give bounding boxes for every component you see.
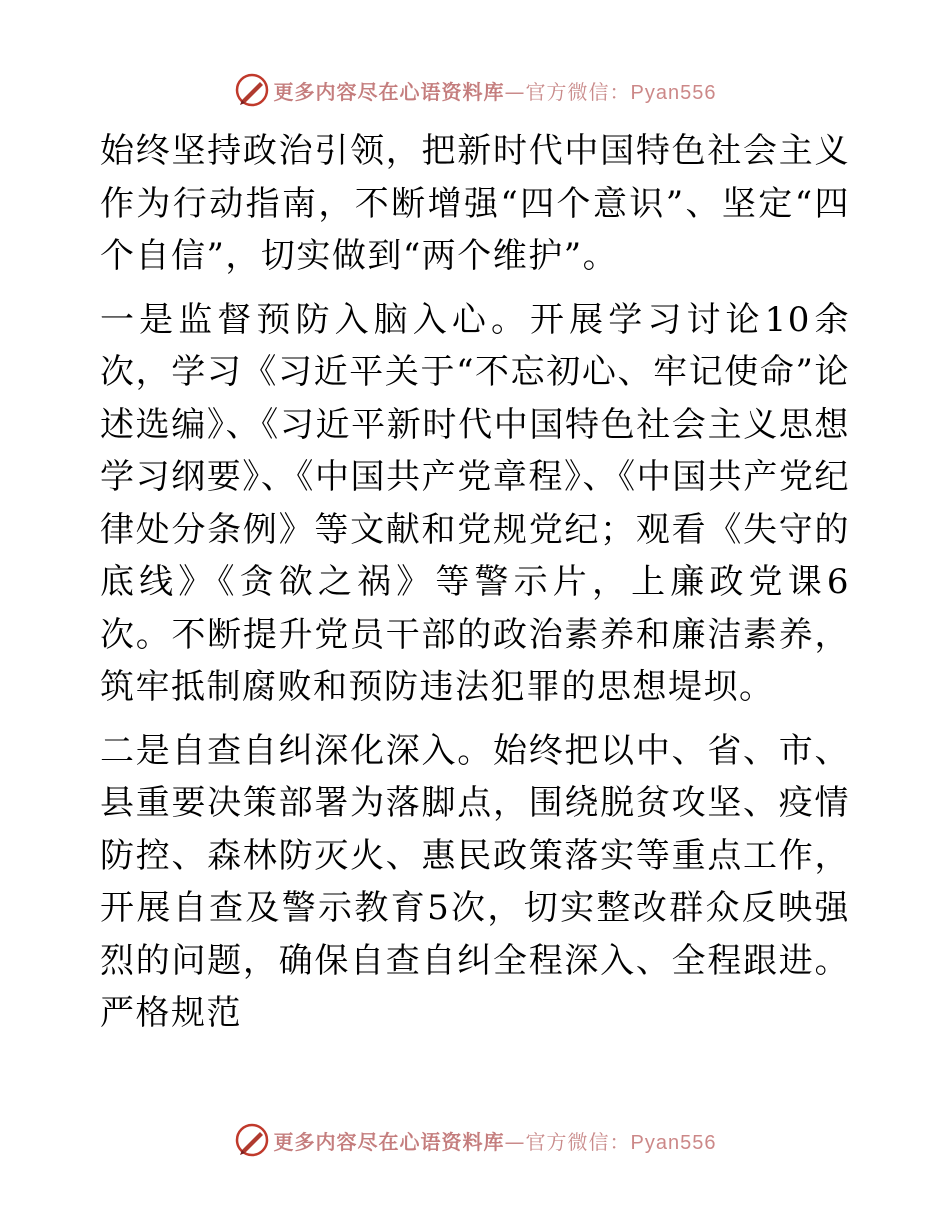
pen-logo-icon — [234, 72, 270, 108]
watermark-id: Pyan556 — [630, 81, 717, 104]
watermark-label: 官方微信： — [525, 79, 631, 104]
paragraph-self-inspection: 二是自查自纠深化深入。始终把以中、省、市、县重要决策部署为落脚点，围绕脱贫攻坚、疫情防控、森林防灭火、惠民政策落实等重点工作，开展自查及警示教育5次，切实整改群众反映强烈的问题，确保自查自纠全程深入、全程跟进。严格规范 — [100, 730, 850, 1033]
paragraph-supervision: 一是监督预防入脑入心。开展学习讨论10余次，学习《习近平关于“不忘初心、牢记使命”论述选编》、《习近平新时代中国特色社会主义思想学习纲要》、《中国共产党章程》、《中国共产党纪律处分条例》等文献和党规党纪；观看《失守的底线》《贪欲之祸》等警示片，上廉政党课6次。不断提升党员干部的政治素养和廉洁素养，筑牢抵制腐败和预防违法犯罪的思想堤坝。 — [100, 299, 850, 707]
watermark-name: 更多内容尽在心语资料库 — [273, 1129, 505, 1154]
paragraph-intro: 始终坚持政治引领，把新时代中国特色社会主义作为行动指南，不断增强“四个意识”、坚定“四个自信”，切实做到“两个维护”。 — [100, 131, 850, 276]
pen-logo-icon — [234, 1122, 270, 1158]
watermark-dash: — — [504, 79, 526, 104]
watermark-label: 官方微信： — [525, 1129, 631, 1154]
watermark-name: 更多内容尽在心语资料库 — [273, 79, 505, 104]
watermark-id: Pyan556 — [630, 1131, 717, 1154]
document-body — [100, 125, 850, 1051]
watermark-dash: — — [504, 1129, 526, 1154]
header-watermark — [0, 72, 950, 108]
footer-watermark — [0, 1122, 950, 1158]
